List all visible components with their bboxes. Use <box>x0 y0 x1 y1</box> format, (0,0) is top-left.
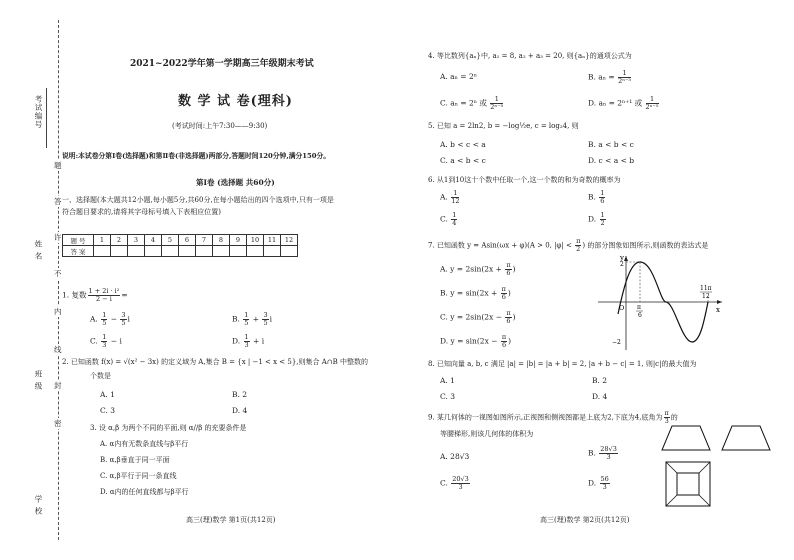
answer-blank[interactable] <box>94 246 111 257</box>
answer-table <box>62 234 298 257</box>
answer-table-answer-row <box>63 246 298 257</box>
q9-top-edge-4 <box>699 495 710 506</box>
graph-origin: O <box>619 304 625 312</box>
q9-three-view-drawing <box>660 422 778 508</box>
q5-option-c[interactable]: C. a < b < c <box>440 156 486 165</box>
answer-blank[interactable] <box>145 246 162 257</box>
q8-option-a[interactable]: A. 1 <box>440 376 455 385</box>
answer-table-row2-label: 答 案 <box>63 246 94 257</box>
q8-option-d[interactable]: D. 4 <box>592 392 608 401</box>
page-footer-right: 高三(理)数学 第2页(共12页) <box>540 516 630 524</box>
q2-option-d[interactable]: D. 4 <box>232 406 248 415</box>
q9-top-edge-3 <box>666 495 677 506</box>
q7-stem: 7. 已知函数 y = Asin(ωx + φ)(A > 0, |φ| < $\frac{\pi}{2}$ ) 的部分图象如图所示,则函数的表达式是 <box>428 237 709 253</box>
q9-top-edge-2 <box>699 462 710 473</box>
q2-option-a[interactable]: A. 1 <box>100 390 115 399</box>
q7-option-a[interactable]: A. y = 2sin(2x + $\frac{\pi}{6}$ ) <box>440 261 516 277</box>
seal-char: 封 <box>54 381 62 390</box>
answer-blank[interactable] <box>196 246 213 257</box>
q9-front-view <box>662 426 710 450</box>
q9-stem-2: 等腰梯形,则该几何体的体积为 <box>440 430 534 438</box>
q9-option-a[interactable]: A. 28√3 <box>440 452 470 461</box>
q8-option-b[interactable]: B. 2 <box>592 376 608 385</box>
exam-note: 说明:本试卷分第Ⅰ卷(选择题)和第Ⅱ卷(非选择题)两部分,答题时间120分钟,满分150分。 <box>62 152 331 160</box>
seal-char: 答 <box>54 197 62 206</box>
graph-y-label: y <box>620 254 624 262</box>
answer-table-cell: 8 <box>213 235 230 246</box>
q3-option-a[interactable]: A. α内有无数条直线与β平行 <box>100 440 189 448</box>
class-label: 班 级 <box>34 370 43 391</box>
part1-instructions-1: 一、选择题(本大题共12小题,每小题5分,共60分,在每小题给出的四个选项中,只有一项是 <box>62 196 334 204</box>
answer-table-cell: 1 <box>94 235 111 246</box>
q1-option-a[interactable]: A. $\frac{1}{5}$ − $\frac{3}{5}$ i <box>90 311 130 327</box>
q7-sine-graph <box>596 252 726 352</box>
q6-option-b[interactable]: B. $\frac{1}{6}$ <box>588 189 605 205</box>
part1-title: 第Ⅰ卷 (选择题 共60分) <box>196 178 275 187</box>
q6-option-d[interactable]: D. $\frac{1}{2}$ <box>588 211 605 227</box>
answer-table-row1-label: 题 号 <box>63 235 94 246</box>
q1-option-d[interactable]: D. $\frac{1}{3}$ + i <box>232 333 265 349</box>
q1-option-c[interactable]: C. $\frac{1}{3}$ − i <box>90 333 122 349</box>
q6-option-c[interactable]: C. $\frac{1}{4}$ <box>440 211 457 227</box>
answer-blank[interactable] <box>162 246 179 257</box>
q4-option-b[interactable]: B. aₙ = $\frac{1}{\text{2ⁿ⁻⁵}}$ <box>588 69 632 85</box>
answer-table-cell: 5 <box>162 235 179 246</box>
q8-stem: 8. 已知向量 a, b, c 满足 |a| = |b| = |a + b| = 2, |a + b − c| = 1, 则|c|的最大值为 <box>428 360 697 368</box>
q6-stem: 6. 从1到10这十个数中任取一个,这一个数的和为奇数的概率为 <box>428 176 621 184</box>
q3-option-c[interactable]: C. α,β平行于同一条直线 <box>100 472 177 480</box>
q5-stem: 5. 已知 a = 2ln2, b = −log½e, c = log₂4, 则 <box>428 122 579 130</box>
graph-label-neg2: −2 <box>612 339 621 346</box>
answer-table-cell: 4 <box>145 235 162 246</box>
answer-blank[interactable] <box>281 246 298 257</box>
q2-option-c[interactable]: C. 3 <box>100 406 116 415</box>
graph-x-label: x <box>716 306 720 314</box>
answer-table-cell: 2 <box>111 235 128 246</box>
part1-instructions-2: 符合题目要求的,请将其字母标号填入下表相应位置) <box>62 208 221 216</box>
answer-table-cell: 11 <box>264 235 281 246</box>
q4-stem: 4. 等比数列{aₙ}中, a₁ = 8, a₂ + a₃ = 20, 则{aₙ}的通项公式为 <box>428 52 632 60</box>
q7-option-d[interactable]: D. y = sin(2x − $\frac{\pi}{6}$ ) <box>440 333 512 349</box>
answer-table-cell: 7 <box>196 235 213 246</box>
q9-side-view <box>722 426 770 450</box>
exam-subject: 数 学 试 卷(理科) <box>178 94 293 109</box>
answer-table-cell: 10 <box>247 235 264 246</box>
q5-option-d[interactable]: D. c < a < b <box>588 156 635 165</box>
q4-option-a[interactable]: A. aₙ = 2ⁿ <box>440 72 477 81</box>
school-label: 学 校 <box>34 495 43 516</box>
seal-char: 不 <box>54 269 62 278</box>
q9-option-c[interactable]: C. $\frac{20√3}{3}$ <box>440 475 469 491</box>
seal-char: 密 <box>54 419 62 428</box>
answer-table-cell: 12 <box>281 235 298 246</box>
answer-blank[interactable] <box>213 246 230 257</box>
q7-option-c[interactable]: C. y = 2sin(2x − $\frac{\pi}{6}$ ) <box>440 309 516 325</box>
q9-top-view-inner <box>677 473 699 495</box>
answer-table-cell: 6 <box>179 235 196 246</box>
graph-label-pi: π <box>637 304 641 311</box>
answer-blank[interactable] <box>264 246 281 257</box>
q6-option-a[interactable]: A. $\frac{1}{12}$ <box>440 189 460 205</box>
page-footer-left: 高三(理)数学 第1页(共12页) <box>186 516 276 524</box>
q2-stem: 2. 已知函数 f(x) = √(x² − 3x) 的定义域为 A,集合 B = {x | −1 < x < 5},则集合 A∩B 中整数的 <box>62 358 369 366</box>
q5-option-a[interactable]: A. b < c < a <box>440 140 486 149</box>
q9-top-edge-1 <box>666 462 677 473</box>
answer-blank[interactable] <box>111 246 128 257</box>
q2-stem-2: 个数是 <box>90 372 111 380</box>
q9-option-d[interactable]: D. $\frac{56}{3}$ <box>588 475 609 491</box>
exam-number-line <box>46 88 48 148</box>
exam-time: (考试时间:上午7:30——9:30) <box>172 122 268 130</box>
answer-table-cell: 3 <box>128 235 145 246</box>
graph-y-arrow <box>624 256 628 261</box>
q5-option-b[interactable]: B. a < b < c <box>588 140 634 149</box>
q1-option-b[interactable]: B. $\frac{1}{5}$ + $\frac{3}{5}$ i <box>232 311 273 327</box>
answer-blank[interactable] <box>128 246 145 257</box>
answer-table-cell: 9 <box>230 235 247 246</box>
graph-x-arrow <box>717 300 722 304</box>
q1-stem: 1. 复数 $\frac{\text{1 + 2i · i²}}{2 - i}$ = <box>62 287 128 303</box>
seal-char: 许 <box>54 233 62 242</box>
answer-blank[interactable] <box>179 246 196 257</box>
q3-stem: 3. 设 α,β 为两个不同的平面,则 α//β 的充要条件是 <box>90 424 247 432</box>
binding-line <box>58 20 59 540</box>
name-label: 姓 名 <box>34 240 43 261</box>
q9-stem: 9. 某几何体的一视图如图所示,正视图和侧视图都是上底为2,下底为4,底角为 $\frac{\pi}{3}$ 的 <box>428 409 678 425</box>
q4-option-c[interactable]: C. aₙ = 2ⁿ 或 $\frac{1}{\text{2ⁿ⁻⁵}}$ <box>440 95 504 111</box>
exam-title: 2021~2022学年第一学期高三年级期末考试 <box>130 59 314 69</box>
exam-number-label: 考试编号 <box>34 95 43 129</box>
seal-char: 题 <box>54 161 62 170</box>
graph-label-six: 6 <box>638 312 642 319</box>
answer-blank[interactable] <box>247 246 264 257</box>
q4-option-d[interactable]: D. aₙ = 2ⁿ⁺¹ 或 $\frac{1}{\text{2ⁿ⁻⁵}}$ <box>588 95 659 111</box>
seal-char: 线 <box>54 345 62 354</box>
answer-blank[interactable] <box>230 246 247 257</box>
answer-table-number-row <box>63 235 298 246</box>
q2-option-b[interactable]: B. 2 <box>232 390 248 399</box>
q7-option-b[interactable]: B. y = sin(2x + $\frac{\pi}{6}$ ) <box>440 285 511 301</box>
q9-option-b[interactable]: B. $\frac{28√3}{3}$ <box>588 445 617 461</box>
q3-option-b[interactable]: B. α,β垂直于同一平面 <box>100 456 170 464</box>
graph-label-twelve: 12 <box>702 293 710 300</box>
q8-option-c[interactable]: C. 3 <box>440 392 456 401</box>
seal-char: 内 <box>54 307 62 316</box>
graph-label-2: 2 <box>620 261 624 268</box>
graph-label-11pi: 11π <box>700 285 712 292</box>
q3-option-d[interactable]: D. α内的任何直线都与β平行 <box>100 488 189 496</box>
